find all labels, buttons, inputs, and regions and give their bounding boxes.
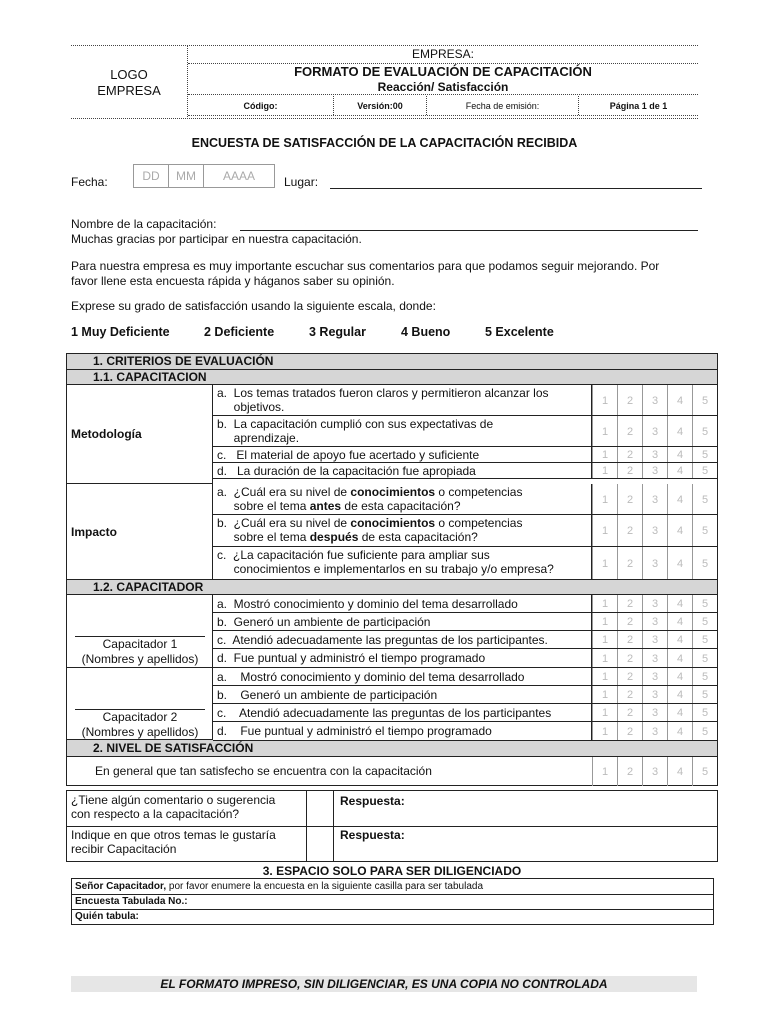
rating-option-2[interactable]: 2 — [617, 668, 642, 686]
criterion-line: d. La duración de la capacitación fue apropiada — [217, 464, 476, 478]
rating-option-5[interactable]: 5 — [692, 385, 717, 416]
place-input-line[interactable] — [330, 188, 702, 189]
overall-rating-options — [592, 757, 717, 786]
trainer-2-rating-2 — [592, 704, 717, 722]
rating-option-1[interactable]: 1 — [592, 515, 617, 547]
trainer-1-sublabel: (Nombres y apellidos) — [81, 652, 199, 666]
trainer-2-row-3 — [213, 722, 717, 741]
rating-option-2[interactable]: 2 — [617, 757, 642, 786]
trainer-1-rating-3 — [592, 649, 717, 668]
metodologia-rating-0 — [592, 385, 717, 416]
rating-option-3[interactable]: 3 — [642, 722, 667, 741]
rating-option-5[interactable]: 5 — [692, 515, 717, 547]
trainer-2-row-2 — [213, 704, 717, 722]
comment-question-line2: con respecto a la capacitación? — [71, 807, 240, 821]
topics-spacer — [307, 827, 334, 861]
tabulated-survey-field[interactable]: Encuesta Tabulada No.: — [72, 895, 713, 910]
section-3 — [66, 864, 718, 925]
section-1-1-header — [67, 370, 717, 385]
section-1-2-header — [67, 580, 717, 595]
rating-option-5[interactable]: 5 — [692, 547, 717, 580]
place-label: Lugar: — [284, 175, 319, 189]
rating-option-5[interactable]: 5 — [692, 613, 717, 631]
topics-question-line1: Indique en que otros temas le gustaría — [71, 828, 276, 842]
comment-question — [67, 791, 307, 826]
criterion-line: aprendizaje. — [217, 431, 300, 445]
rating-option-3[interactable]: 3 — [642, 463, 667, 479]
impacto-row-2 — [213, 547, 717, 580]
trainer-1-label: Capacitador 1 — [102, 637, 178, 651]
criterion-line — [217, 485, 591, 499]
scale-item-1: 1 Muy Deficiente — [71, 325, 170, 339]
metodologia-row-2 — [213, 447, 717, 463]
rating-option-1[interactable]: 1 — [592, 385, 617, 416]
section-2-header — [67, 740, 717, 757]
comments-table — [66, 790, 718, 862]
trainer-1-row-2 — [213, 631, 717, 649]
trainer-instruction-row — [72, 879, 713, 895]
rating-option-3[interactable]: 3 — [642, 515, 667, 547]
trainer-2-rating-1 — [592, 686, 717, 704]
trainer-2-criterion-3 — [213, 723, 591, 739]
rating-option-5[interactable]: 5 — [692, 722, 717, 741]
rating-option-1[interactable]: 1 — [592, 757, 617, 786]
rating-option-2[interactable]: 2 — [617, 704, 642, 722]
criterion-line: c. El material de apoyo fue acertado y suficiente — [217, 448, 480, 462]
rating-option-3[interactable]: 3 — [642, 547, 667, 580]
criterion-text: de esta capacitación? — [341, 499, 461, 513]
section-3-title: 3. ESPACIO SOLO PARA SER DILIGENCIADO — [262, 864, 522, 878]
trainer-2-sublabel: (Nombres y apellidos) — [81, 725, 199, 739]
rating-option-2[interactable]: 2 — [617, 447, 642, 463]
date-day-field[interactable]: DD — [133, 164, 169, 188]
criterion-text: conocimientos — [350, 516, 436, 530]
intro-paragraph-line1: Para nuestra empresa es muy importante escuchar sus comentarios para que podamos seguir mejorando. Por — [71, 259, 660, 273]
logo-text-line1: LOGO — [110, 66, 148, 82]
rating-option-4[interactable]: 4 — [667, 686, 692, 704]
trainer-1-rating-1 — [592, 613, 717, 631]
criterion-line: b. Generó un ambiente de participación — [217, 615, 431, 629]
metodologia-row-1 — [213, 416, 717, 447]
overall-satisfaction-text: En general que tan satisfecho se encuentra con la capacitación — [95, 764, 432, 778]
criterion-line — [217, 530, 591, 544]
metodologia-rating-3 — [592, 463, 717, 479]
topics-row — [67, 827, 717, 861]
training-name-input-line[interactable] — [240, 230, 698, 231]
rating-option-3[interactable]: 3 — [642, 613, 667, 631]
rating-option-5[interactable]: 5 — [692, 704, 717, 722]
rating-option-3[interactable]: 3 — [642, 447, 667, 463]
scale-item-4: 4 Bueno — [401, 325, 451, 339]
rating-option-4[interactable]: 4 — [667, 385, 692, 416]
rating-option-3[interactable]: 3 — [642, 757, 667, 786]
criterion-line: b. Generó un ambiente de participación — [217, 688, 438, 702]
impacto-criterion-0 — [213, 485, 591, 513]
rating-option-4[interactable]: 4 — [667, 484, 692, 515]
codigo-label: Código: — [188, 96, 334, 115]
scale-item-3: 3 Regular — [309, 325, 366, 339]
rating-option-2[interactable]: 2 — [617, 484, 642, 515]
impacto-row-1 — [213, 515, 717, 547]
rating-option-1[interactable]: 1 — [592, 686, 617, 704]
rating-option-5[interactable]: 5 — [692, 595, 717, 613]
criterion-line: a. Mostró conocimiento y dominio del tema desarrollado — [217, 670, 525, 684]
criterion-line: b. La capacitación cumplió con sus expectativas de — [217, 417, 494, 431]
rating-option-2[interactable]: 2 — [617, 613, 642, 631]
criterion-line — [217, 499, 591, 513]
rating-option-4[interactable]: 4 — [667, 668, 692, 686]
rating-option-1[interactable]: 1 — [592, 704, 617, 722]
trainer-2-row-1 — [213, 686, 717, 704]
trainer-1-row-1 — [213, 613, 717, 631]
trainer-1-cell — [67, 595, 213, 668]
logo-placeholder — [71, 46, 188, 119]
form-title: FORMATO DE EVALUACIÓN DE CAPACITACIÓN — [294, 64, 592, 79]
rating-option-4[interactable]: 4 — [667, 613, 692, 631]
trainer-1-row-3 — [213, 649, 717, 668]
criterion-text: conocimientos e implementarlos en su trabajo y/o empresa? — [217, 562, 554, 576]
rating-option-5[interactable]: 5 — [692, 757, 717, 786]
criterion-text: a. ¿Cuál era su nivel de — [217, 485, 351, 499]
rating-option-2[interactable]: 2 — [617, 463, 642, 479]
rating-option-4[interactable]: 4 — [667, 463, 692, 479]
rating-option-3[interactable]: 3 — [642, 668, 667, 686]
trainer-1-rating-2 — [592, 631, 717, 649]
criterion-line: c. Atendió adecuadamente las preguntas de los participantes. — [217, 633, 548, 647]
section-1-title: 1. CRITERIOS DE EVALUACIÓN — [93, 354, 274, 368]
rating-option-1[interactable]: 1 — [592, 547, 617, 580]
criterion-text: sobre el tema — [217, 499, 310, 513]
survey-title: ENCUESTA DE SATISFACCIÓN DE LA CAPACITACIÓN RECIBIDA — [191, 136, 578, 150]
rating-option-5[interactable]: 5 — [692, 649, 717, 668]
rating-option-1[interactable]: 1 — [592, 484, 617, 515]
rating-option-4[interactable]: 4 — [667, 447, 692, 463]
rating-option-4[interactable]: 4 — [667, 416, 692, 447]
rating-option-5[interactable]: 5 — [692, 484, 717, 515]
rating-option-2[interactable]: 2 — [617, 649, 642, 668]
criterion-text: c. ¿La capacitación fue suficiente para ampliar sus — [217, 548, 490, 562]
rating-option-3[interactable]: 3 — [642, 631, 667, 649]
trainer-1-row-0 — [213, 595, 717, 613]
criterion-text: o competencias — [435, 485, 523, 499]
trainer-instruction-text: por favor enumere la encuesta en la siguiente casilla para ser tabulada — [166, 881, 484, 892]
rating-option-4[interactable]: 4 — [667, 631, 692, 649]
criterion-text: b. ¿Cuál era su nivel de — [217, 516, 351, 530]
impacto-rating-0 — [592, 484, 717, 515]
criterion-line: c. Atendió adecuadamente las preguntas de los participantes — [217, 706, 552, 720]
rating-option-2[interactable]: 2 — [617, 416, 642, 447]
form-subtitle: Reacción/ Satisfacción — [188, 79, 698, 95]
criterion-text: de esta capacitación? — [358, 530, 478, 544]
rating-option-4[interactable]: 4 — [667, 704, 692, 722]
topics-question-line2: recibir Capacitación — [71, 842, 177, 856]
training-name-label: Nombre de la capacitación: — [71, 217, 217, 231]
impacto-criterion-2 — [213, 548, 591, 576]
rating-option-4[interactable]: 4 — [667, 547, 692, 580]
thanks-text: Muchas gracias por participar en nuestra capacitación. — [71, 232, 362, 246]
date-month-field[interactable]: MM — [168, 164, 204, 188]
metodologia-criterion-0 — [213, 386, 591, 414]
scale-item-2: 2 Deficiente — [204, 325, 275, 339]
rating-option-1[interactable]: 1 — [592, 722, 617, 741]
trainer-2-criterion-2 — [213, 705, 591, 721]
trainer-2-criterion-0 — [213, 669, 591, 685]
trainer-1-criterion-3 — [213, 650, 591, 666]
company-field: EMPRESA: — [188, 46, 698, 64]
rating-option-3[interactable]: 3 — [642, 704, 667, 722]
rating-option-2[interactable]: 2 — [617, 686, 642, 704]
criterion-text: antes — [309, 499, 342, 513]
trainer-2-label: Capacitador 2 — [102, 710, 178, 724]
issue-date-label: Fecha de emisión: — [427, 96, 579, 115]
criterion-line: objetivos. — [217, 400, 285, 414]
rating-option-1[interactable]: 1 — [592, 595, 617, 613]
criterion-line: a. Mostró conocimiento y dominio del tema desarrollado — [217, 597, 518, 611]
criterion-text: después — [309, 530, 359, 544]
version-label: Versión:00 — [334, 96, 427, 115]
rating-option-5[interactable]: 5 — [692, 686, 717, 704]
rating-option-5[interactable]: 5 — [692, 668, 717, 686]
rating-option-4[interactable]: 4 — [667, 757, 692, 786]
metodologia-criterion-3 — [213, 464, 591, 478]
section-1-1-title: 1.1. CAPACITACION — [93, 370, 207, 384]
section-1-2-title: 1.2. CAPACITADOR — [93, 580, 204, 594]
rating-option-3[interactable]: 3 — [642, 416, 667, 447]
metodologia-criterion-2 — [213, 448, 591, 462]
rating-option-3[interactable]: 3 — [642, 595, 667, 613]
rating-option-3[interactable]: 3 — [642, 649, 667, 668]
scale-item-5: 5 Excelente — [485, 325, 554, 339]
trainer-instruction-bold: Señor Capacitador, — [75, 881, 167, 892]
document-header — [71, 45, 698, 119]
scale-instruction: Exprese su grado de satisfacción usando la siguiente escala, donde: — [71, 299, 436, 313]
rating-option-1[interactable]: 1 — [592, 649, 617, 668]
rating-option-5[interactable]: 5 — [692, 447, 717, 463]
criterion-text: sobre el tema — [217, 530, 310, 544]
trainer-1-criterion-1 — [213, 614, 591, 630]
impacto-rating-1 — [592, 515, 717, 547]
section-1-header — [67, 354, 717, 370]
topics-answer-label[interactable]: Respuesta: — [340, 828, 405, 842]
footer-notice: EL FORMATO IMPRESO, SIN DILIGENCIAR, ES UNA COPIA NO CONTROLADA — [71, 976, 697, 992]
criterion-line — [217, 516, 591, 530]
tabulated-by-field[interactable]: Quién tabula: — [75, 911, 139, 922]
rating-option-1[interactable]: 1 — [592, 463, 617, 479]
metodologia-criterion-1 — [213, 417, 591, 445]
rating-option-3[interactable]: 3 — [642, 686, 667, 704]
rating-option-2[interactable]: 2 — [617, 722, 642, 741]
logo-text-line2: EMPRESA — [97, 82, 161, 98]
impacto-criterion-1 — [213, 516, 591, 544]
metodologia-row-0 — [213, 385, 717, 416]
comment-row — [67, 791, 717, 827]
criterion-line: a. Los temas tratados fueron claros y permitieron alcanzar los — [217, 386, 549, 400]
rating-option-2[interactable]: 2 — [617, 385, 642, 416]
rating-option-1[interactable]: 1 — [592, 447, 617, 463]
rating-option-4[interactable]: 4 — [667, 595, 692, 613]
criterion-text: conocimientos — [350, 485, 436, 499]
metodologia-row-3 — [213, 463, 717, 479]
trainer-1-criterion-2 — [213, 632, 591, 648]
comment-question-line1: ¿Tiene algún comentario o sugerencia — [71, 793, 276, 807]
comment-spacer — [307, 791, 334, 826]
impacto-row-0 — [213, 484, 717, 515]
rating-option-2[interactable]: 2 — [617, 595, 642, 613]
trainer-2-cell — [67, 668, 213, 740]
date-year-field[interactable]: AAAA — [203, 164, 275, 188]
impacto-rating-2 — [592, 547, 717, 580]
rating-option-5[interactable]: 5 — [692, 463, 717, 479]
trainer-2-row-0 — [213, 668, 717, 686]
page-label: Página 1 de 1 — [609, 100, 668, 111]
trainer-2-criterion-1 — [213, 687, 591, 703]
rating-option-2[interactable]: 2 — [617, 515, 642, 547]
metodologia-label: Metodología — [67, 385, 213, 484]
date-label: Fecha: — [71, 175, 108, 189]
rating-option-1[interactable]: 1 — [592, 631, 617, 649]
trainer-2-rating-0 — [592, 668, 717, 686]
rating-option-1[interactable]: 1 — [592, 668, 617, 686]
evaluation-table — [66, 353, 718, 786]
section-2-title: 2. NIVEL DE SATISFACCIÓN — [93, 741, 254, 755]
metodologia-rating-2 — [592, 447, 717, 463]
rating-option-4[interactable]: 4 — [667, 649, 692, 668]
rating-option-3[interactable]: 3 — [642, 484, 667, 515]
criterion-line: d. Fue puntual y administró el tiempo programado — [217, 651, 486, 665]
rating-option-5[interactable]: 5 — [692, 631, 717, 649]
rating-option-5[interactable]: 5 — [692, 416, 717, 447]
overall-satisfaction-row — [67, 757, 717, 786]
rating-option-2[interactable]: 2 — [617, 547, 642, 580]
intro-paragraph-line2: favor llene esta encuesta rápida y háganos saber su opinión. — [71, 274, 395, 288]
trainer-1-criterion-0 — [213, 596, 591, 612]
trainer-2-rating-3 — [592, 722, 717, 741]
rating-option-1[interactable]: 1 — [592, 613, 617, 631]
comment-answer-label[interactable]: Respuesta: — [340, 794, 405, 808]
rating-option-4[interactable]: 4 — [667, 515, 692, 547]
trainer-1-rating-0 — [592, 595, 717, 613]
criterion-line — [217, 562, 591, 576]
criterion-line: d. Fue puntual y administró el tiempo programado — [217, 724, 492, 738]
topics-question — [67, 827, 307, 861]
criterion-line — [217, 548, 591, 562]
rating-option-2[interactable]: 2 — [617, 631, 642, 649]
rating-option-4[interactable]: 4 — [667, 722, 692, 741]
rating-option-3[interactable]: 3 — [642, 385, 667, 416]
impacto-label: Impacto — [67, 484, 213, 580]
criterion-text: o competencias — [435, 516, 523, 530]
form-meta-row — [188, 96, 698, 116]
rating-option-1[interactable]: 1 — [592, 416, 617, 447]
metodologia-rating-1 — [592, 416, 717, 447]
